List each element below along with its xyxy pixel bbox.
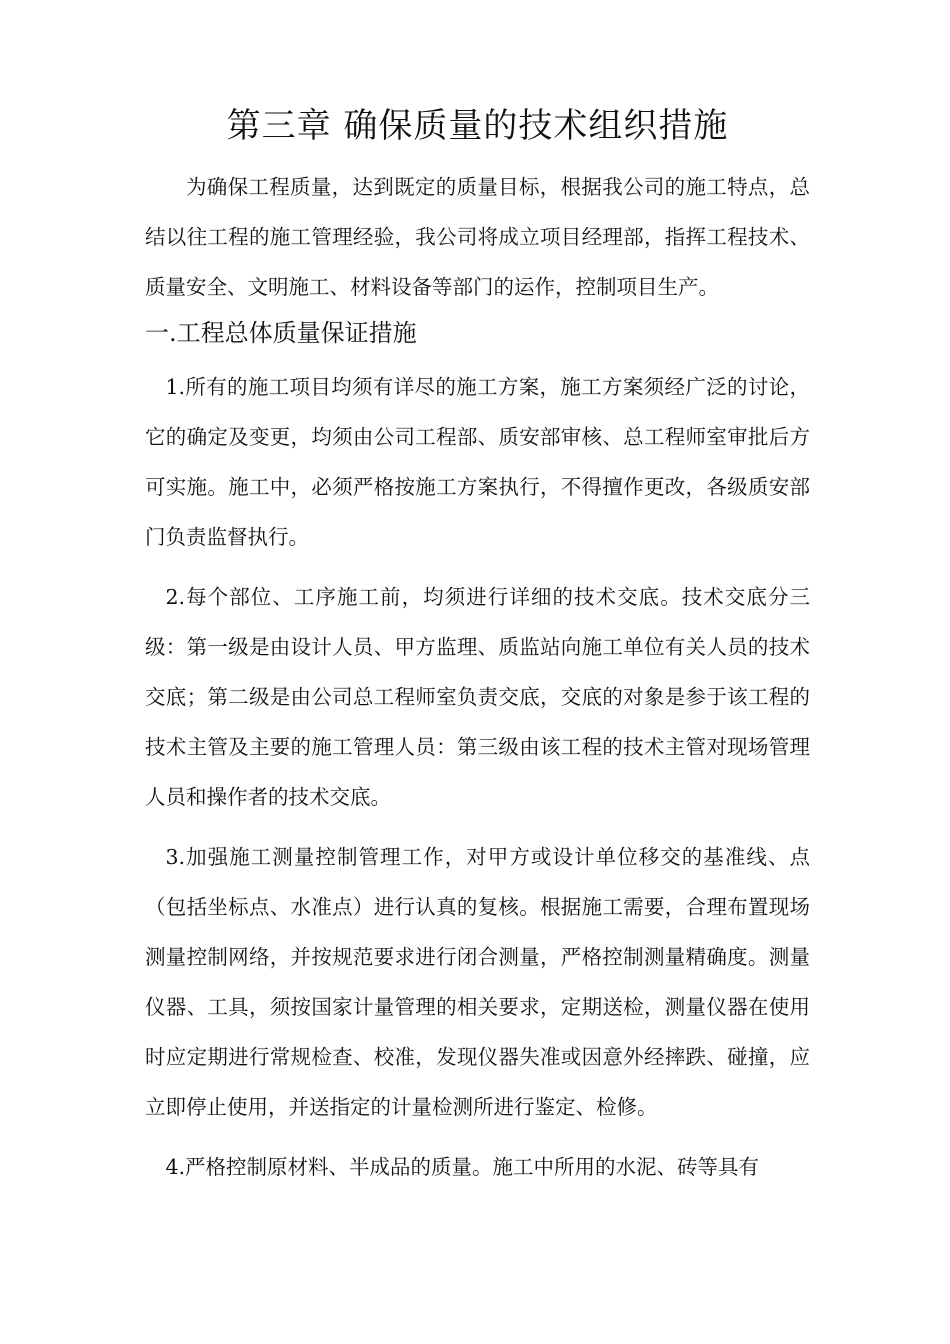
intro-paragraph: 为确保工程质量，达到既定的质量目标，根据我公司的施工特点，总结以往工程的施工管理经验，我公司将成立项目经理部，指挥工程技术、质量安全、文明施工、材料设备等部门的运作，控制项目生产。	[145, 175, 810, 299]
chapter-title: 第三章 确保质量的技术组织措施	[226, 106, 729, 146]
paragraph-2: 2.每个部位、工序施工前，均须进行详细的技术交底。技术交底分三级：第一级是由设计人员、甲方监理、质监站向施工单位有关人员的技术交底；第二级是由公司总工程师室负责交底，交底的对象是参于该工程的技术主管及主要的施工管理人员：第三级由该工程的技术主管对现场管理人员和操作者的技术交底。	[145, 585, 810, 809]
document-body	[145, 100, 810, 1192]
section-heading: 一.工程总体质量保证措施	[145, 319, 417, 347]
paragraph-1: 1.所有的施工项目均须有详尽的施工方案，施工方案须经广泛的讨论，它的确定及变更，均须由公司工程部、质安部审核、总工程师室审批后方可实施。施工中，必须严格按施工方案执行，不得擅作更改，各级质安部门负责监督执行。	[145, 375, 810, 549]
paragraph-4: 4.严格控制原材料、半成品的质量。施工中所用的水泥、砖等具有	[165, 1155, 760, 1179]
paragraph-3: 3.加强施工测量控制管理工作，对甲方或设计单位移交的基准线、点（包括坐标点、水准点）进行认真的复核。根据施工需要，合理布置现场测量控制网络，并按规范要求进行闭合测量，严格控制测量精确度。测量仪器、工具，须按国家计量管理的相关要求，定期送检，测量仪器在使用时应定期进行常规检查、校准，发现仪器失准或因意外经摔跌、碰撞，应立即停止使用，并送指定的计量检测所进行鉴定、检修。	[145, 845, 810, 1119]
